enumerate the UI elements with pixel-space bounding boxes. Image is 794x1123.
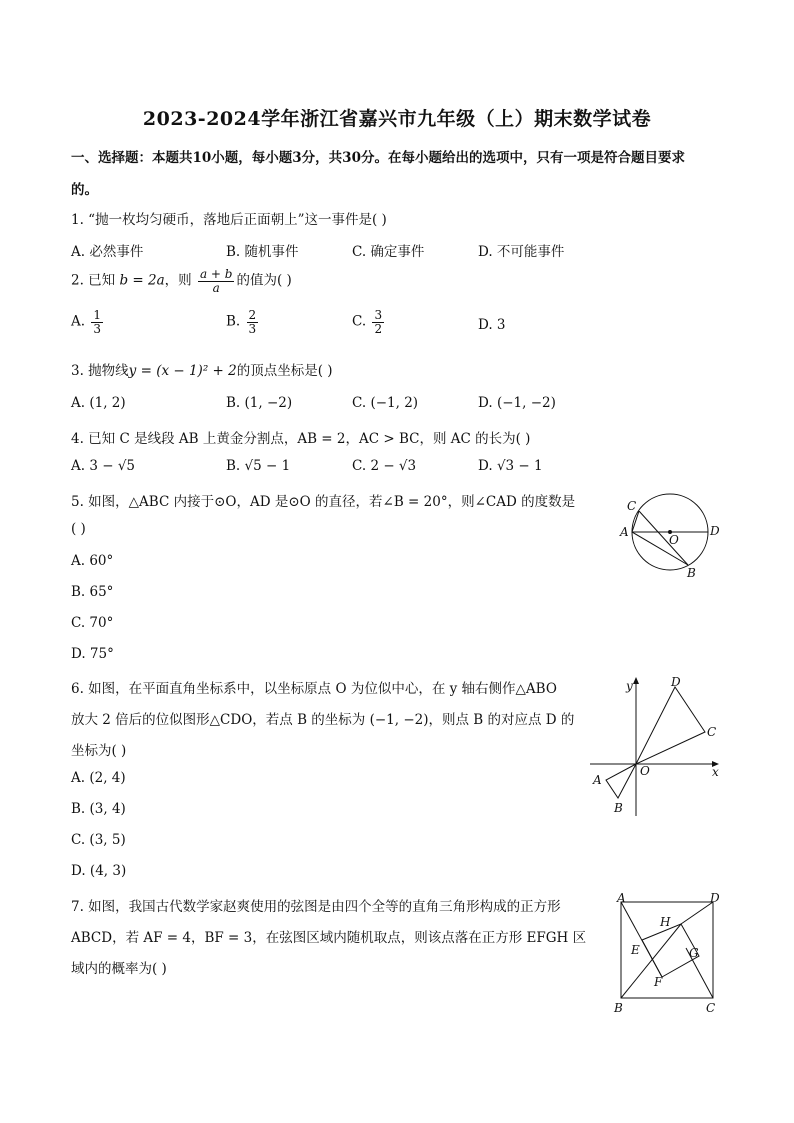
q3-option-a: A. (1, 2) [71, 395, 126, 411]
q2-option-d: D. 3 [478, 317, 506, 333]
q3-expr: y = (x − 1)² + 2 [128, 363, 237, 379]
q2-stem [71, 268, 292, 294]
q4-stem: 4. 已知 C 是线段 AB 上黄金分割点，AB = 2，AC > BC，则 AC 的长为( ) [71, 431, 531, 447]
page-title: 2023-2024学年浙江省嘉兴市九年级（上）期末数学试卷 [142, 108, 652, 130]
q2-frac-num: a + b [199, 267, 233, 281]
q6-coordinate-figure [586, 672, 726, 820]
label-d: D [710, 891, 720, 905]
q3-value-b: (1, −2) [244, 395, 293, 411]
q2-fraction [198, 268, 235, 294]
q3-option-c: C. (−1, 2) [352, 395, 419, 411]
label-a: A [593, 773, 602, 787]
segment-cb [639, 511, 688, 565]
label-c: C [627, 499, 637, 513]
q3-option-b: B. (1, −2) [226, 395, 293, 411]
y-axis-arrow [633, 677, 639, 684]
label-c: C [706, 1001, 716, 1015]
q5-option-c: C. 70° [71, 615, 114, 631]
q6-line3: 坐标为( ) [71, 743, 127, 759]
label-e: E [631, 943, 640, 957]
q5-option-d: D. 75° [71, 646, 114, 662]
q2-option-b [226, 309, 260, 335]
q4-value-a: 3 − √5 [89, 458, 136, 474]
q4-option-d: D. √3 − 1 [478, 458, 543, 474]
q6-option-b: B. (3, 4) [71, 801, 126, 817]
label-d: D [710, 524, 720, 538]
q1-option-c: C. 确定事件 [352, 244, 425, 260]
q7-xian-figure [608, 890, 726, 1018]
q5-stem: 5. 如图，△ABC 内接于⊙O，AD 是⊙O 的直径，若∠B = 20°，则∠CAD 的度数是 [71, 494, 576, 510]
q1-stem: 1. “抛一枚均匀硬币，落地后正面朝上”这一事件是( ) [71, 212, 387, 228]
label-d: D [671, 675, 681, 689]
segment-ab [632, 532, 688, 565]
q7-line2: ABCD，若 AF = 4，BF = 3，在弦图区域内随机取点，则该点落在正方形 EFGH 区 [71, 930, 587, 946]
q4-option-b: B. √5 − 1 [226, 458, 291, 474]
triangle-abo [606, 764, 636, 798]
q2-stem-c: 的值为( ) [236, 272, 292, 289]
q2-option-c-label: C. [352, 313, 367, 330]
q2-option-a-frac: $\frac{1}{3}$ [93, 308, 101, 336]
q6-line2: 放大 2 倍后的位似图形△CDO，若点 B 的坐标为 (−1, −2)，则点 B 的对应点 D 的 [71, 712, 575, 728]
q2-stem-a: 2. 已知 [71, 272, 116, 289]
q7-line3: 域内的概率为( ) [71, 961, 167, 977]
label-b: B [614, 1001, 623, 1015]
q1-option-d: D. 不可能事件 [478, 244, 565, 260]
q2-option-b-frac: $\frac{2}{3}$ [248, 308, 257, 336]
q1-option-b: B. 随机事件 [226, 244, 299, 260]
label-x: x [712, 765, 719, 779]
q4-option-c: C. 2 − √3 [352, 458, 417, 474]
segment-bh [621, 924, 681, 998]
q3-value-c: (−1, 2) [370, 395, 419, 411]
section-heading: 一、选择题：本题共10小题，每小题3分，共30分。在每小题给出的选项中，只有一项是符合题目要求 [71, 150, 685, 166]
segment-dh [681, 902, 713, 924]
q3-stem [71, 359, 333, 379]
label-o: O [640, 764, 650, 778]
q4-option-a: A. 3 − √5 [71, 458, 136, 474]
label-b: B [614, 801, 623, 815]
q7-line1: 7. 如图，我国古代数学家赵爽使用的弦图是由四个全等的直角三角形构成的正方形 [71, 899, 561, 915]
q5-stem-cont: ( ) [71, 521, 86, 537]
triangle-cdo [636, 687, 705, 764]
q6-option-c: C. (3, 5) [71, 832, 126, 848]
q5-option-a: A. 60° [71, 553, 114, 569]
label-a: A [620, 525, 629, 539]
label-c: C [707, 725, 717, 739]
q2-condition: b = 2a [119, 272, 165, 289]
q2-option-a-label: A. [71, 313, 86, 330]
q4-value-d: √3 − 1 [496, 458, 543, 474]
section-heading-cont: 的。 [71, 182, 98, 198]
q1-option-a: A. 必然事件 [71, 244, 144, 260]
q3-value-a: (1, 2) [89, 395, 126, 411]
q5-option-b: B. 65° [71, 584, 114, 600]
q2-frac-den: a [212, 280, 220, 295]
q6-option-a: A. (2, 4) [71, 770, 126, 786]
q6-line1: 6. 如图，在平面直角坐标系中，以坐标原点 O 为位似中心，在 y 轴右侧作△ABO [71, 681, 557, 697]
q3-stem-a: 3. 抛物线 [71, 363, 129, 379]
q3-option-d: D. (−1, −2) [478, 395, 556, 411]
q6-option-d: D. (4, 3) [71, 863, 127, 879]
q4-value-c: 2 − √3 [370, 458, 417, 474]
q3-stem-b: 的顶点坐标是( ) [236, 363, 333, 379]
label-y: y [626, 679, 633, 693]
q2-option-c [352, 309, 386, 335]
label-o: O [669, 533, 679, 547]
label-h: H [660, 915, 671, 929]
label-a: A [617, 891, 626, 905]
label-b: B [687, 566, 696, 578]
label-f: F [654, 975, 663, 989]
q4-value-b: √5 − 1 [244, 458, 291, 474]
q2-stem-b: ，则 [164, 272, 192, 289]
q3-value-d: (−1, −2) [496, 395, 556, 411]
q2-option-c-frac: $\frac{3}{2}$ [374, 308, 383, 336]
q2-option-a [71, 309, 105, 335]
label-g: G [689, 946, 699, 960]
q5-circle-figure [612, 490, 728, 578]
q2-option-b-label: B. [226, 313, 241, 330]
